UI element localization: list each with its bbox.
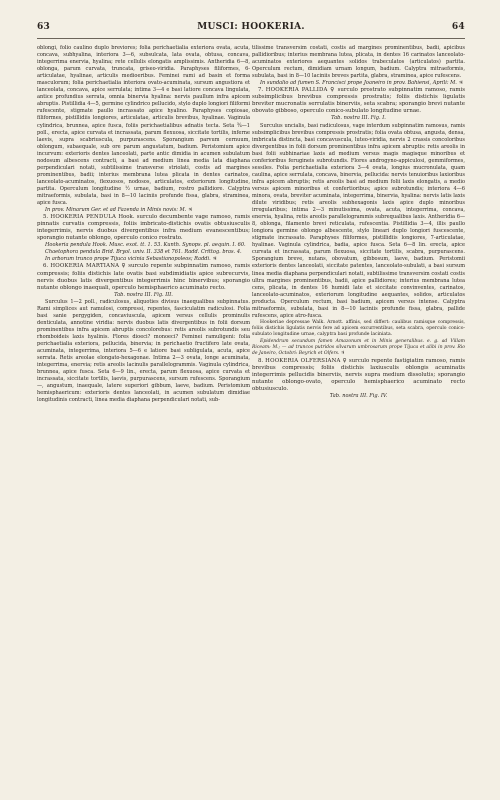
plate-reference: Tab. nostra III. Fig. III.: [114, 291, 173, 298]
citation: Chaetophora pendula Brid. Bryol. univ. II. 338 et 761. Radd. Crittog. bras. 4.: [45, 249, 242, 256]
habitat-note: In sundalio ad fumen S. Francisci prope Joaneiro in prov. Bahiensi, Aprili: M. ♃: [260, 80, 464, 87]
habitat-note: Epidendrum secundum famen Amazonum et in Minis generalibus. e. g. ad Villam Riceam: M.; — ad truncos putridos silvarum umbrosarum prope Tijuca et alibi in prov. Rio de Janeiro, Octobri: Beyrich et Olfers. ♃: [252, 338, 465, 357]
species-number: 7.: [258, 87, 264, 94]
comparison-note: Hookeriae depressae Walk. Arnott. affinis, sed differt: caulibus ramisque compressis, foliis distichis ligulatis nervis fere ad apicem excurrentibus, seta scabra, operculo conico-subulato longitudine urnae, calyptra basi profunde laciniata.: [252, 319, 465, 338]
species-diagnosis: ♀ surculo repente fastigiatim ramoso, ramis brevibus compressis; foliis distichis laxiusculis oblongis acuminatis integerrimis pellucidis binerviis, nervis supra medium dissolutis; sporangio nutante oblongo-ovato, operculo hemisphaerico acuminato recto obtusiusculo.: [252, 357, 465, 392]
description-text: Surculus 1—2 poll., radiculosus, aliquoties divisus inaequalibus subpinnatus. Rami simplices aut ramulosi, compressi, repentes, fasciculatim radiculosi. Folia basi sanie pergygiden, concaviuscula, apicem versus cellulis prominulis denticulata, annotine viridia: nervis duobus latis divergentibus in folii dorsum prominentibus infra apicem abruptis concolorebus: retis areolis subrotundis seu rhomboideis laxis hyalinis. Flores dioeci? monoeci? Feminei ramuligeni: folia perichaetialia exteriora, pellucida, binervia; in perichaetio fructifero late ovata, acuminata, integerrima, interiora 5—6 e latiore basi subligulata, acuta, apice serrata. Retis areolae elongato-hexagonae. Intima 2—3 ovata, longe acuminata, integerrima, enervia; retis areolis lacinulis parallelogrammis. Vaginula cylindrica, brunnea, apice fusca. Seta 6—9 lin., erecta, parum flexuosa, apice curvata et incrassata, siccitate tortilis, laevis, purpurascens, sursum rufescens. Sporangium —, angustum, inaequale, latere superiori gibbum, laeve, badium. Peristomium hemisphaericum: exterioris dentes lanceolati, in acumen subulatum dimidiae longitudinis contracti, linea media diaphana perpendiculari notati, sub-: [37, 298, 250, 404]
citation: Hookeria pendula Hook. Musc. exot. tt. 1. 53. Kunth. Synops. pl. aequin. I. 60.: [45, 242, 246, 249]
species-diagnosis: Hook. surculo decumbente vage ramoso, ramis pinnatis curvatis compressis, foliis imbricato-distichis ovatis obtusiusculis integerrimis, nervis duobus divergentibus infra medium evanescentibus; sporangio nutante oblongo, operculo conico rostrato.: [37, 214, 250, 242]
page-header: [37, 22, 465, 36]
species-diagnosis: ♀ surculo prostrato subpinnatim ramoso, ramis subsimplicibus brevibus compressis prostratis; foliis distichis ligulatis breviter mucronatis serrulatis binerviis, seta scabra; sporangio brevi nutante obovato gibboso, operculo conico-subulato longitudine urnae.: [252, 87, 465, 115]
species-number: 6.: [43, 263, 49, 270]
species-heading: [37, 214, 250, 242]
species-heading: [252, 87, 465, 115]
right-column: [252, 45, 465, 765]
species-heading: [37, 263, 250, 291]
species-name: HOOKERIA MARTIANA: [50, 263, 120, 270]
header-rule: [37, 38, 465, 39]
text-block: oblongi, folio caulino duplo breviores; folia perichaetialia exteriora ovata, acuta, concava, subhyalina, interiora 3—6, subsulcata, lata ovata, obtusa, concava, integerrima enervia, hyalina; rete cellulis elongatis amplissimis. Antheridia 6—8, oblonga, parum curvata, truncata, griseo-viridia. Paraphyses filiformes, 6-articulatae, hyalinae, articulis medioeribus. Feminei rami ad basin et forma masculorum; folia perichaetialia interiora ovato-acuminata, sursum angustiora et lanceolata, concava, apice serrulata; intima 3—4 e basi latiore concava lingulata, antice profundius serrata, omnia binervia hyalina: nervis paullum infra apicem abruptis. Pistillidia 4—5, germine cylindrico pellucido, stylo duplo longiori filiformi rufescente, stigmate paullo incrassato apice hyalino. Paraphyses copiosae, filiformes, pistillidiis longiores, articulatae, articulis brevibus, hyalinae. Vaginula cylindrica, brunnea, apice fusca, foliis perichaetialibus adnatis tecta. Seta ¾—1 poll., erecta, apice curvata et incrassata, parum flexuosa, siccitate tortilis, inferne laevis, supra scabriuscula, purpurascens. Sporangium parvum cernuum, oblongum, subaequale, sub ore parum angustatum, badium. Peristomium apice incurvum: exterioris dentes lanceolati, parte antic dimidia in acumen subulatum nodosum albescens contracti, a basi ad medium linea media lata diaphana perpendiculari notati, subtilissime transverse striolati, costis ad margines prominentibus, badii; interius membrana lutea plicata in dentes carinatos, lanceolato-acuminatos, flexuosos, nodosos, articulatos, exteriorum longitudine, partita. Operculum longitudine ½ urnae, badium, rostro pallidiore. Calyptra mitraeformis, subulata, basi in 8—10 laciniis profunde fissa, glabra, straminea, apice fusca.: [37, 45, 250, 207]
species-number: 8.: [258, 357, 264, 364]
species-diagnosis: ♀ surculo repente subpinnatim ramoso, ramis compressis; foliis distichis late ovatis basi subdimidiatis apice subrecurvis, nervis duobus latis divergentibus integerrimis hinc binervibus; sporangio nutante oblongo inaequali, operculo hemisphaerico acuminato recto.: [37, 263, 250, 291]
running-title: MUSCI: HOOKERIA.: [197, 22, 305, 32]
plate-reference: Tab. nostra III. Fig. IV.: [329, 392, 388, 399]
species-heading: [252, 358, 465, 393]
page-number-left: 63: [37, 22, 51, 32]
species-name: HOOKERIA PENDULA: [50, 214, 117, 221]
species-name: HOOKERIA OLFERSIANA: [265, 357, 341, 364]
species-number: 5.: [43, 214, 49, 221]
description-text: Surculus uncialis, basi radiculosus, vage interdum subpinnatim ramosus, ramis subsimplicibus brevibus compressis prostratis; folia ovata obtusa, angusta, densa, imbricata distincta, basi concavuscula, luteo-viridia, nervis 2 crassis concoloribus divergentibus in folii dorsum prominentibus infra apicem abruptis: retis areolis in basi folii subhinariae laxis ad medium versus magis magisque minoribus et conferioribus ferugineis subrotundis. Flores androgyno-appiculosi, gemmiformes, sessiles. Folia perichaetialia exteriora 3—4 ovata, longius mucronulata, quam caulina, apice serrulata, concava, binervia, pellucida: nervis tenuioribus laxioribus infra apicem abruptis; retis areolis basi ad medium folii laxis elongatis, a medio versus apicem minoribus et confertioribus; apice subrotundis; interiora 4—6 minora, ovata, breviter acuminata, integerrima, binervia, hyalina: nervis latis laxis dilute viridibus; retis areolis subhexagonis laxis apice duplo minoribus irregularibus; intima 2—3 minutissima, ovata, acuta, integerrima, concava, enervia, hyalina, retis areolis parallelogrammis subrequalibus laxis. Antheridia 6—8, oblonga, filamento brevi reticulata, rufescentia. Pistillidia 3—4, illis paullo longiora germine oblongo albescente, stylo lineari duplo longiori fuscescente, stigmate incrassato. Paraphyses filiformes, pistillidiis longiores, 7-articulatae, hyalinae. Vaginula cylindrica, badia, apice fusca. Seta 6—8 lin. erecta, apice curvata et incrassata, parum flexuosa, siccitate tortilis, scabra, purpurascens. Sporangium breve, nutans, obovatum, gibbosum, laeve, badium. Peristomii exterioris dentes lanceolati, siccitate patentes, lanceolato-subulati, a basi sursum linea media diaphana perpendiculari notati, subtilissime transversim costati costis ultra margines prominentibus, badii, apice pallidiores; interius membrana lutea cens, plicata, in dentes 16 humidi late et siccitate convinventes, carinatos, lanceolato-acuminatos, exteriorum longitudine aequantes, solidos, articulatos producta. Operculum rectum, basi badium, apicem versus intense. Calyptra mitraeformis, subulata, basi in 8—10 laciniis profunde fissa, glabra, pallide rufescens, apice atro-fusca.: [252, 122, 465, 319]
habitat-note: In arborum trunco prope Tijuca vicinia Sebastianopoleos; Raddi. ♃: [45, 256, 217, 263]
habitat-note: In prov. Minarum Ger. et ad Fazenda in Minis novis: M. ♃: [45, 207, 193, 214]
page-number-right: 64: [451, 22, 465, 32]
left-column: [37, 45, 250, 765]
text-block: tilissime transversim costati, costis ad margines prominentibus, badii, apicibus pallidioribus; interius membrana lutea, plicata, in dentes 16 carinatos lanceolato-acuminatos exteriores aequantes solidos trabeculatos (articulatos) partita. Operculum rectum, dimidiam urnam longum, badium. Calyptra mitraeformis, subulata, basi in 8—10 laciniis breves partita, glabra, straminea, apice rufescens.: [252, 45, 465, 80]
plate-reference: Tab. nostra III. Fig. I.: [331, 115, 386, 122]
species-name: HOOKERIA PALLIDA: [265, 87, 328, 94]
